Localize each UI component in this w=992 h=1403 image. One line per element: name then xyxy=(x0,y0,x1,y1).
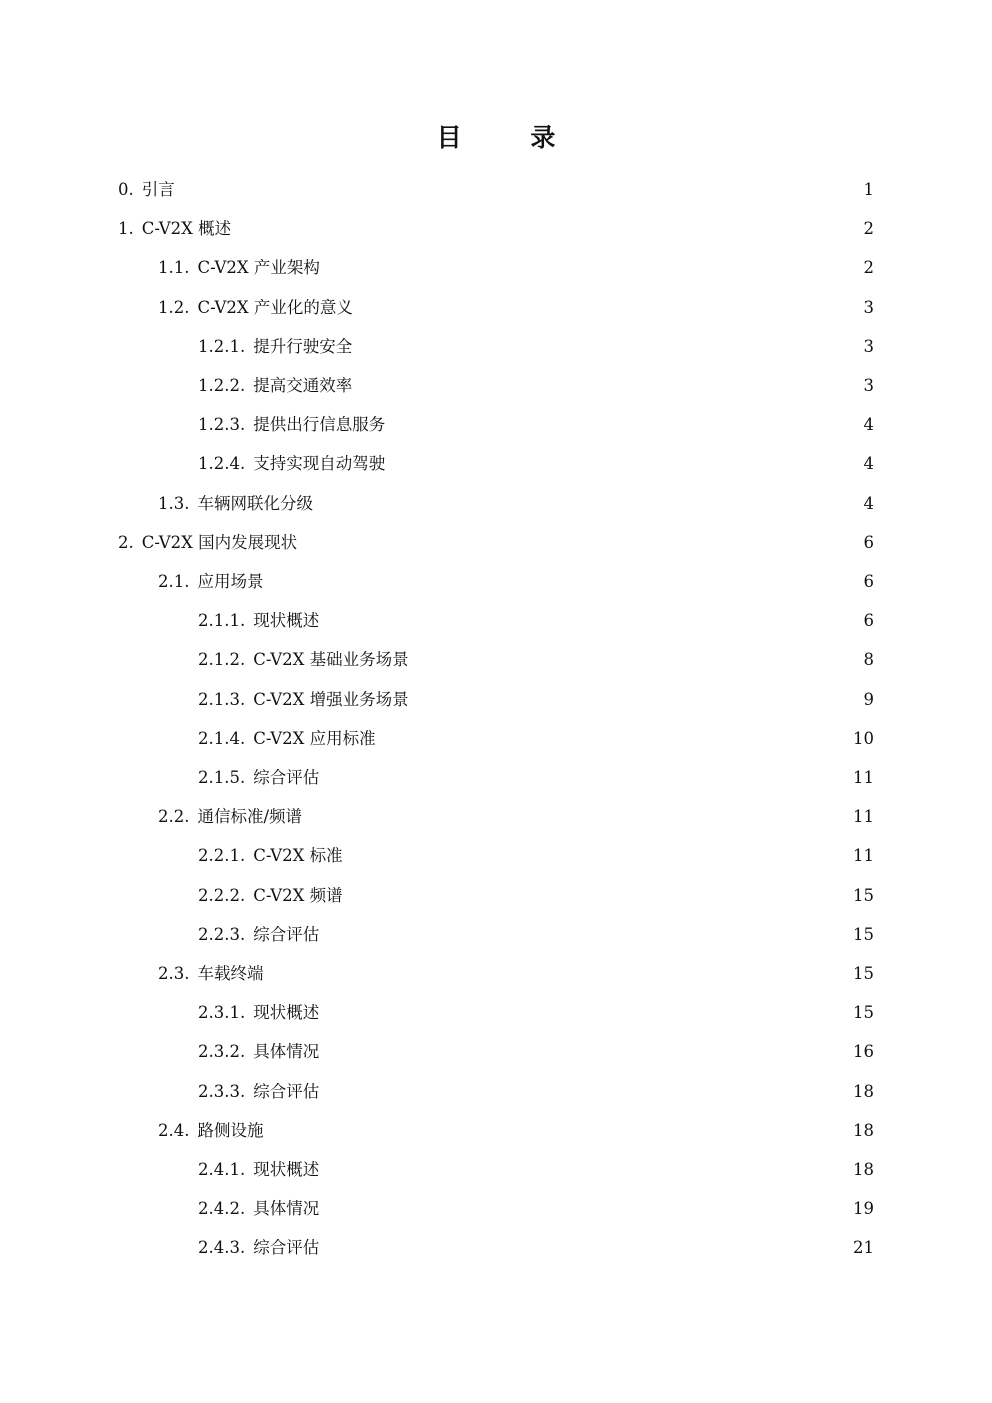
dot-leader xyxy=(349,841,847,871)
toc-entry-page-number: 4 xyxy=(863,415,874,435)
toc-entry-page-number: 21 xyxy=(853,1238,874,1258)
dot-leader xyxy=(415,645,858,675)
toc-entry[interactable] xyxy=(198,1233,874,1263)
toc-entry-number: 2. xyxy=(118,532,134,552)
dot-leader xyxy=(415,685,858,715)
toc-entry-page-number: 4 xyxy=(863,454,874,474)
toc-entry-number: 2.1.4. xyxy=(198,728,246,748)
toc-entry-number: 1.2.3. xyxy=(198,415,246,435)
toc-entry-number: 2.4.3. xyxy=(198,1238,246,1258)
toc-entry-page-number: 10 xyxy=(853,728,874,748)
toc-entry-title: 通信标准/频谱 xyxy=(197,807,303,827)
toc-entry-number: 0. xyxy=(118,180,134,199)
toc-entry[interactable] xyxy=(198,724,874,754)
toc-entry[interactable] xyxy=(198,449,874,479)
toc-entry[interactable] xyxy=(118,175,874,205)
dot-leader xyxy=(325,1155,847,1185)
toc-entry[interactable] xyxy=(198,841,874,871)
toc-entry[interactable] xyxy=(158,959,874,989)
dot-leader xyxy=(319,489,858,519)
toc-entry-title: C-V2X 基础业务场景 xyxy=(253,650,409,670)
toc-entry-page-number: 2 xyxy=(863,219,874,239)
toc-entry-page-number: 18 xyxy=(853,1120,874,1140)
toc-entry-number: 1.3. xyxy=(158,493,190,513)
dot-leader xyxy=(237,214,857,244)
toc-entry-number: 1.2.2. xyxy=(198,376,246,395)
toc-title: 目 录 xyxy=(436,123,586,152)
toc-entry-page-number: 3 xyxy=(863,376,874,395)
toc-entry[interactable] xyxy=(158,293,874,323)
toc-entry[interactable] xyxy=(158,1116,874,1146)
toc-entry[interactable] xyxy=(198,763,874,793)
toc-entry[interactable] xyxy=(198,410,874,440)
dot-leader xyxy=(391,449,857,479)
toc-entry-title: C-V2X 增强业务场景 xyxy=(253,689,409,709)
toc-entry-title: 支持实现自动驾驶 xyxy=(253,454,386,474)
toc-entry-number: 2.1.3. xyxy=(198,689,246,709)
toc-entry[interactable] xyxy=(158,253,874,283)
toc-entry-number: 2.2.1. xyxy=(198,846,246,866)
toc-entry-page-number: 15 xyxy=(853,1003,874,1023)
dot-leader xyxy=(308,802,847,832)
toc-entry-page-number: 9 xyxy=(863,689,874,709)
toc-entry-title: 综合评估 xyxy=(253,1081,320,1101)
toc-entry-title: 具体情况 xyxy=(253,1199,320,1219)
toc-entry-number: 1.2. xyxy=(158,297,190,317)
toc-entry[interactable] xyxy=(198,1037,874,1067)
dot-leader xyxy=(391,410,857,440)
dot-leader xyxy=(325,998,847,1028)
toc-entry-page-number: 1 xyxy=(863,180,874,199)
toc-entry-number: 2.3.2. xyxy=(198,1042,246,1062)
toc-entry-title: 综合评估 xyxy=(253,768,320,787)
toc-entry-title: 车辆网联化分级 xyxy=(197,493,313,513)
toc-entry-title: C-V2X 产业化的意义 xyxy=(197,297,353,317)
toc-entry-number: 2.1.5. xyxy=(198,768,246,787)
toc-entry-number: 1.2.1. xyxy=(198,336,246,356)
toc-entry-number: 2.3. xyxy=(158,964,190,983)
toc-entry[interactable] xyxy=(158,802,874,832)
toc-entry-page-number: 15 xyxy=(853,964,874,983)
toc-entry-page-number: 11 xyxy=(853,768,874,787)
dot-leader xyxy=(326,253,858,283)
toc-entry-page-number: 16 xyxy=(853,1042,874,1062)
toc-entry[interactable] xyxy=(198,881,874,911)
toc-entry-title: 路侧设施 xyxy=(197,1120,264,1140)
toc-entry-number: 1.1. xyxy=(158,258,190,278)
toc-entry-page-number: 15 xyxy=(853,885,874,905)
toc-entry[interactable] xyxy=(198,998,874,1028)
toc-entry-page-number: 11 xyxy=(853,846,874,866)
toc-entry-number: 2.2.3. xyxy=(198,924,246,944)
toc-entry[interactable] xyxy=(198,332,874,362)
toc-entry-page-number: 19 xyxy=(853,1199,874,1219)
toc-entry[interactable] xyxy=(158,489,874,519)
toc-entry-title: 现状概述 xyxy=(253,1160,320,1179)
toc-entry[interactable] xyxy=(198,1155,874,1185)
dot-leader xyxy=(325,1077,847,1107)
toc-entry-page-number: 15 xyxy=(853,924,874,944)
dot-leader xyxy=(270,1116,848,1146)
toc-entry-number: 2.1.1. xyxy=(198,611,246,631)
toc-entry[interactable] xyxy=(198,685,874,715)
dot-leader xyxy=(358,332,857,362)
toc-entry-number: 2.2.2. xyxy=(198,885,246,905)
toc-entry-title: 综合评估 xyxy=(253,924,320,944)
toc-entry-page-number: 6 xyxy=(863,532,874,552)
toc-entry-title: 车载终端 xyxy=(197,964,264,983)
dot-leader xyxy=(359,293,858,323)
toc-entry-title: 现状概述 xyxy=(253,1003,320,1023)
toc-entry-number: 2.4. xyxy=(158,1120,190,1140)
dot-leader xyxy=(325,606,857,636)
toc-entry[interactable] xyxy=(198,371,874,401)
toc-entry-page-number: 18 xyxy=(853,1160,874,1179)
toc-entry-number: 2.3.1. xyxy=(198,1003,246,1023)
toc-entry[interactable] xyxy=(198,645,874,675)
toc-entry-number: 1.2.4. xyxy=(198,454,246,474)
dot-leader xyxy=(325,1233,847,1263)
dot-leader xyxy=(270,959,848,989)
toc-entry-number: 2.4.1. xyxy=(198,1160,246,1179)
toc-entry-title: C-V2X 标准 xyxy=(253,846,343,866)
toc-entry[interactable] xyxy=(198,1194,874,1224)
toc-entry[interactable] xyxy=(118,528,874,558)
dot-leader xyxy=(181,175,858,205)
toc-entry-number: 2.1.2. xyxy=(198,650,246,670)
toc-entry-title: 综合评估 xyxy=(253,1238,320,1258)
toc-entry-page-number: 2 xyxy=(863,258,874,278)
dot-leader xyxy=(358,371,857,401)
toc-entry-title: 提升行驶安全 xyxy=(253,336,353,356)
toc-entry[interactable] xyxy=(198,920,874,950)
toc-entry-number: 1. xyxy=(118,219,134,239)
toc-entry-title: 具体情况 xyxy=(253,1042,320,1062)
toc-entry-number: 2.1. xyxy=(158,572,190,591)
toc-entry-title: 应用场景 xyxy=(197,572,264,591)
toc-entry-title: C-V2X 概述 xyxy=(141,219,232,239)
toc-entry-title: 现状概述 xyxy=(253,611,320,631)
toc-entry-page-number: 3 xyxy=(863,336,874,356)
dot-leader xyxy=(382,724,847,754)
toc-entry-title: C-V2X 产业架构 xyxy=(197,258,320,278)
dot-leader xyxy=(349,881,847,911)
dot-leader xyxy=(325,920,847,950)
dot-leader xyxy=(303,528,857,558)
toc-entry-page-number: 6 xyxy=(863,611,874,631)
toc-entry-title: C-V2X 频谱 xyxy=(253,885,343,905)
toc-entry-page-number: 8 xyxy=(863,650,874,670)
toc-entry-page-number: 4 xyxy=(863,493,874,513)
toc-entry[interactable] xyxy=(198,1077,874,1107)
toc-entry-title: 引言 xyxy=(141,180,175,199)
toc-entry-number: 2.3.3. xyxy=(198,1081,246,1101)
toc-entry-number: 2.4.2. xyxy=(198,1199,246,1219)
toc-entry-title: C-V2X 应用标准 xyxy=(253,728,376,748)
toc-entry-title: C-V2X 国内发展现状 xyxy=(141,532,298,552)
toc-entry-title: 提供出行信息服务 xyxy=(253,415,386,435)
toc-entry[interactable] xyxy=(198,606,874,636)
toc-entry[interactable] xyxy=(118,214,874,244)
toc-entry-title: 提高交通效率 xyxy=(253,376,353,395)
dot-leader xyxy=(325,763,847,793)
toc-entry-number: 2.2. xyxy=(158,807,190,827)
toc-entry[interactable] xyxy=(158,567,874,597)
dot-leader xyxy=(325,1037,847,1067)
toc-entry-page-number: 18 xyxy=(853,1081,874,1101)
toc-entry-page-number: 3 xyxy=(863,297,874,317)
toc-entry-page-number: 11 xyxy=(853,807,874,827)
dot-leader xyxy=(270,567,858,597)
toc-entry-page-number: 6 xyxy=(863,572,874,591)
dot-leader xyxy=(325,1194,847,1224)
